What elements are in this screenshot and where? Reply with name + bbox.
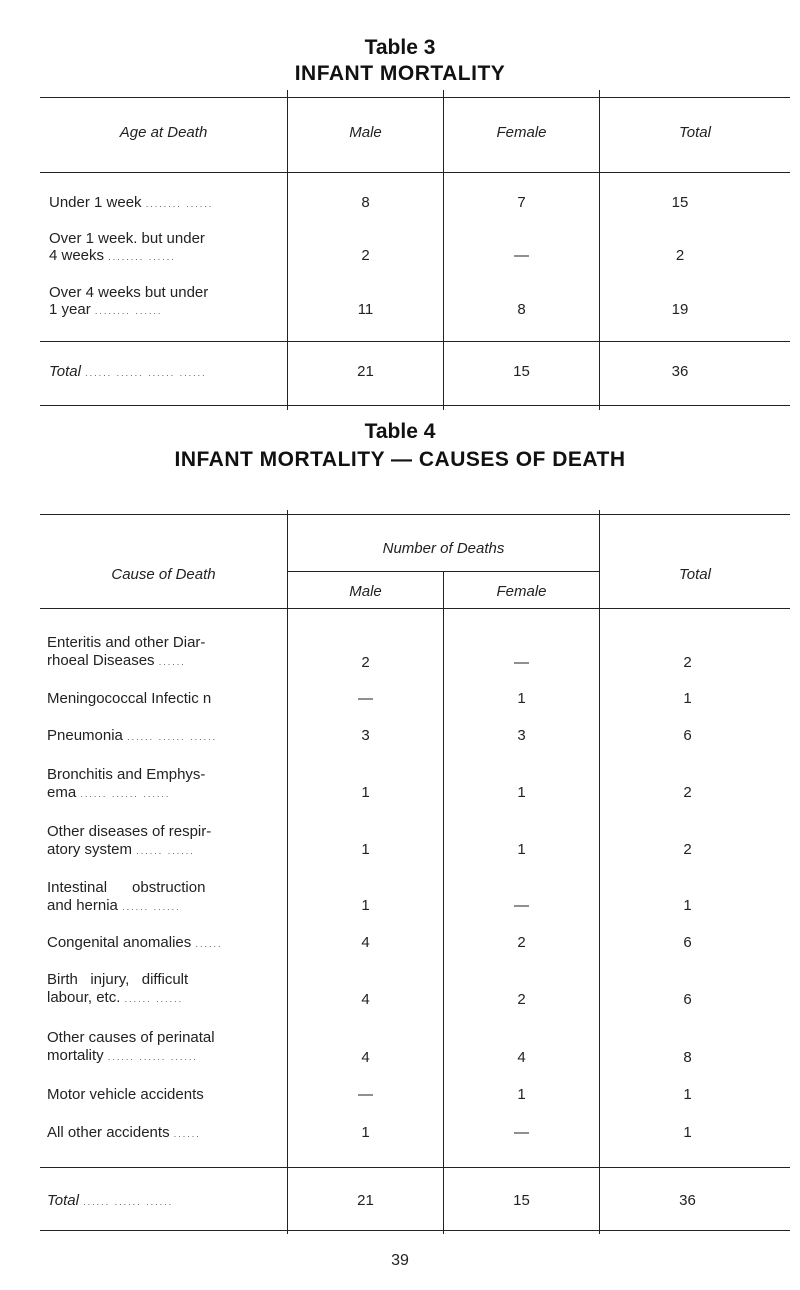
table4-cell-total: 6 xyxy=(683,991,692,1008)
table4-total-female: 15 xyxy=(513,1192,530,1209)
table3-total-male: 21 xyxy=(357,363,374,380)
table4-cell-female: — xyxy=(514,654,529,671)
table4-row-label: Bronchitis and Emphys- xyxy=(47,766,206,783)
table4-header-total: Total xyxy=(679,566,711,583)
table3-row-label: Over 1 week. but under xyxy=(49,230,205,247)
table4-row-label: Motor vehicle accidents xyxy=(47,1086,204,1103)
table4-cell-male: 4 xyxy=(361,1049,370,1066)
table4-row-label: Congenital anomalies ...... xyxy=(47,934,223,951)
table3-row-label-cont: 4 weeks ........ ...... xyxy=(49,247,176,264)
table3-header-rule xyxy=(40,172,790,173)
table3-row-label: Under 1 week ........ ...... xyxy=(49,194,214,211)
table3-header-female: Female xyxy=(496,124,547,141)
table3-cell-female: 7 xyxy=(517,194,526,211)
table4-cell-total: 8 xyxy=(683,1049,692,1066)
table4-cell-male: 1 xyxy=(361,897,370,914)
table4-cell-total: 2 xyxy=(683,654,692,671)
table4-total-total: 36 xyxy=(679,1192,696,1209)
table4-subheader-rule xyxy=(288,571,600,572)
table4-cell-total: 1 xyxy=(683,1124,692,1141)
table3-cell-male: 11 xyxy=(357,301,374,318)
table4-header-female: Female xyxy=(496,583,547,600)
table3-total-female: 15 xyxy=(513,363,530,380)
table3-body-rule xyxy=(40,341,790,342)
table4-row-label: Other diseases of respir- xyxy=(47,823,212,840)
table4-total-male: 21 xyxy=(357,1192,374,1209)
table4-cell-total: 1 xyxy=(683,1086,692,1103)
table4-cell-total: 2 xyxy=(683,841,692,858)
table3-cell-female: — xyxy=(514,247,529,264)
table4-body-rule xyxy=(40,1167,790,1168)
table3-title: INFANT MORTALITY xyxy=(294,62,506,85)
table3-cell-male: 8 xyxy=(361,194,370,211)
table4-header-number: Number of Deaths xyxy=(382,540,505,557)
table3-cell-female: 8 xyxy=(517,301,526,318)
table4-cell-female: 4 xyxy=(517,1049,526,1066)
table4-header-cause: Cause of Death xyxy=(111,566,216,583)
table4-top-rule xyxy=(40,514,790,515)
table4-cell-male: — xyxy=(358,1086,373,1103)
table4-cell-male: 4 xyxy=(361,934,370,951)
table4-row-label-cont: atory system ...... ...... xyxy=(47,841,195,858)
table4-cell-male: 1 xyxy=(361,1124,370,1141)
table4-row-label-cont: mortality ...... ...... ...... xyxy=(47,1047,198,1064)
page-number: 39 xyxy=(391,1252,409,1269)
table4-cell-female: 1 xyxy=(517,690,526,707)
table4-cell-total: 6 xyxy=(683,934,692,951)
table4-cell-female: — xyxy=(514,897,529,914)
table3-header-male: Male xyxy=(349,124,382,141)
table4-row-label: Intestinal obstruction xyxy=(47,879,206,896)
table4-cell-female: 2 xyxy=(517,934,526,951)
table4-header-rule xyxy=(40,608,790,609)
table4-cell-male: 2 xyxy=(361,654,370,671)
table4-cell-total: 6 xyxy=(683,727,692,744)
table4-row-label-cont: and hernia ...... ...... xyxy=(47,897,181,914)
table4-cell-male: 1 xyxy=(361,841,370,858)
table4-total-label: Total ...... ...... ...... xyxy=(47,1192,174,1209)
table4-row-label-cont: ema ...... ...... ...... xyxy=(47,784,171,801)
table4-cell-female: 3 xyxy=(517,727,526,744)
table4-cell-female: 1 xyxy=(517,841,526,858)
table4-cell-female: 1 xyxy=(517,784,526,801)
table4-header-male: Male xyxy=(349,583,382,600)
table4-cell-male: 1 xyxy=(361,784,370,801)
table4-label: Table 4 xyxy=(364,420,436,443)
table4-row-label: Birth injury, difficult xyxy=(47,971,189,988)
table3-row-label: Over 4 weeks but under xyxy=(49,284,209,301)
table3-cell-male: 2 xyxy=(361,247,370,264)
table3-header-total: Total xyxy=(679,124,711,141)
table3-cell-total: 15 xyxy=(671,194,689,211)
table4-row-label: Pneumonia ...... ...... ...... xyxy=(47,727,218,744)
table3-top-rule xyxy=(40,97,790,98)
table4-cell-total: 1 xyxy=(683,690,692,707)
table4-cell-female: 2 xyxy=(517,991,526,1008)
table4-cell-male: 4 xyxy=(361,991,370,1008)
table4-bottom-rule xyxy=(40,1230,790,1231)
table4-row-label: All other accidents ...... xyxy=(47,1124,201,1141)
table3-bottom-rule xyxy=(40,405,790,406)
table3-header-age: Age at Death xyxy=(119,124,208,141)
table4-cell-male: — xyxy=(358,690,373,707)
table4-row-label-cont: rhoeal Diseases ...... xyxy=(47,652,186,669)
table4-row-label-cont: labour, etc. ...... ...... xyxy=(47,989,184,1006)
table4-cell-female: — xyxy=(514,1124,529,1141)
table3-row-label-cont: 1 year ........ ...... xyxy=(49,301,163,318)
table4-cell-male: 3 xyxy=(361,727,370,744)
table4-row-label: Enteritis and other Diar- xyxy=(47,634,206,651)
table4-cell-total: 2 xyxy=(683,784,692,801)
table3-total-label: Total ...... ...... ...... ...... xyxy=(49,363,207,380)
table3-cell-total: 2 xyxy=(675,247,685,264)
table3-label: Table 3 xyxy=(364,36,436,59)
table4-cell-total: 1 xyxy=(683,897,692,914)
table4-row-label: Other causes of perinatal xyxy=(47,1029,215,1046)
table4-title: INFANT MORTALITY — CAUSES OF DEATH xyxy=(174,448,626,471)
table4-cell-female: 1 xyxy=(517,1086,526,1103)
table4-row-label: Meningococcal Infectic n xyxy=(47,690,212,707)
table3-total-total: 36 xyxy=(671,363,689,380)
table3-cell-total: 19 xyxy=(671,301,689,318)
